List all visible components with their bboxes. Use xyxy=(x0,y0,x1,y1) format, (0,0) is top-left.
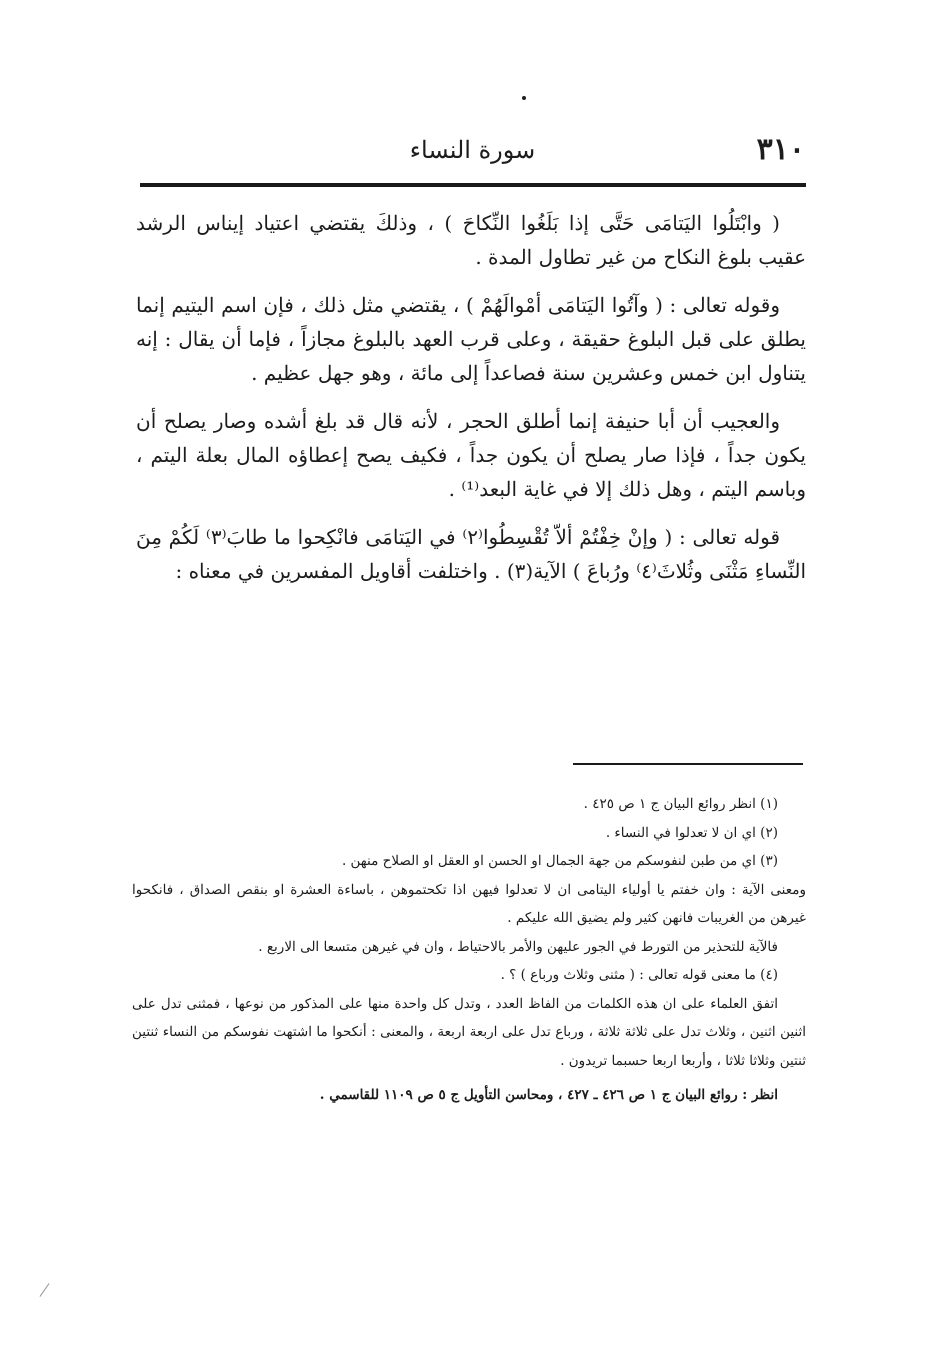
ink-dot xyxy=(522,96,526,100)
footnote: (٣) اي من طبن لنفوسكم من جهة الجمال او الحسن او العقل او الصلاح منهن . xyxy=(341,853,778,869)
header-divider xyxy=(140,183,806,187)
footnote: فالآية للتحذير من التورط في الجور عليهن والأمر بالاحتياط ، وان في غيرهن متسعا الى الاربع . xyxy=(258,938,778,955)
footnote: (١) انظر روائع البيان ج ١ ص ٤٢٥ . xyxy=(583,796,778,812)
paragraph: ( وابْتَلُوا اليَتامَى حَتَّى إذا بَلَغُوا النِّكاحَ ) ، وذلكَ يقتضي اعتياد إيناس الرشد عقيب بلوغ النكاح من غير تطاول المدة . xyxy=(136,211,806,269)
footnote-divider xyxy=(573,763,803,765)
paragraph: وقوله تعالى : ( وآتُوا اليَتامَى أمْوالَهُمْ ) ، يقتضي مثل ذلك ، فإن اسم اليتيم إنما يطلق على قبل البلوغ حقيقة ، وعلى قرب العهد بالبلوغ مجازاً ، فإما أن يقال : إنه يتناول ابن خمس وعشرين سنة فصاعداً إلى مائة ، وهو جهل عظيم . xyxy=(136,293,806,385)
running-header xyxy=(140,132,805,176)
footnote: اتفق العلماء على ان هذه الكلمات من الفاظ العدد ، وتدل كل واحدة منها على المذكور من نوعها ، فمثنى تدل على اثنين اثنين ، وثلاث تدل على ثلاثة ثلاثة ، ورباع تدل على اربعة اربعة ، والمعنى : أنكحوا ما اشتهت نفوسكم من النساء ثنتين ثنتين وثلاثا ثلاثا ، وأربعا اربعا حسبما تريدون . xyxy=(132,995,806,1069)
paragraph: قوله تعالى : ( وإنْ خِفْتُمْ ألاّ تُقْسِطُوا⁽٢⁾ في اليَتامَى فانْكِحوا ما طابَ⁽٣⁾ لَكُمْ مِنَ النِّساءِ مَثْنَى وثُلاثَ⁽٤⁾ ورُباعَ ) الآية(٣) . واختلفت أقاويل المفسرين في معناه : xyxy=(136,525,806,583)
footnote: (٢) اي ان لا تعدلوا في النساء . xyxy=(605,824,778,841)
footnote-reference: انظر : روائع البيان ج ١ ص ٤٢٦ ـ ٤٢٧ ، ومحاسن التأويل ج ٥ ص ١١٠٩ للقاسمي . xyxy=(319,1087,778,1103)
main-text xyxy=(136,206,806,588)
footnote: (٤) ما معنى قوله تعالى : ( مثنى وثلاث ورباع ) ؟ . xyxy=(500,967,778,983)
paragraph: والعجيب أن أبا حنيفة إنما أطلق الحجر ، لأنه قال قد بلغ أشده وصار يصلح أن يكون جداً ، فإذا صار يصلح أن يكون جداً ، فكيف يصح إعطاؤه المال بعلة اليتم ، وباسم اليتم ، وهل ذلك إلا في غاية البعد⁽¹⁾ . xyxy=(136,409,806,501)
margin-mark xyxy=(40,1283,50,1297)
footnotes xyxy=(132,790,806,1110)
page-number: ٣١٠ xyxy=(756,132,805,167)
surah-title: سورة النساء xyxy=(409,136,536,164)
footnote: ومعنى الآية : وان خفتم يا أولياء اليتامى ان لا تعدلوا فيهن اذا تكحتموهن ، باساءة العشرة او بنقص الصداق ، فانكحوا غيرهن من الغريبات فانهن كثير ولم يضيق الله عليكم . xyxy=(132,881,806,926)
